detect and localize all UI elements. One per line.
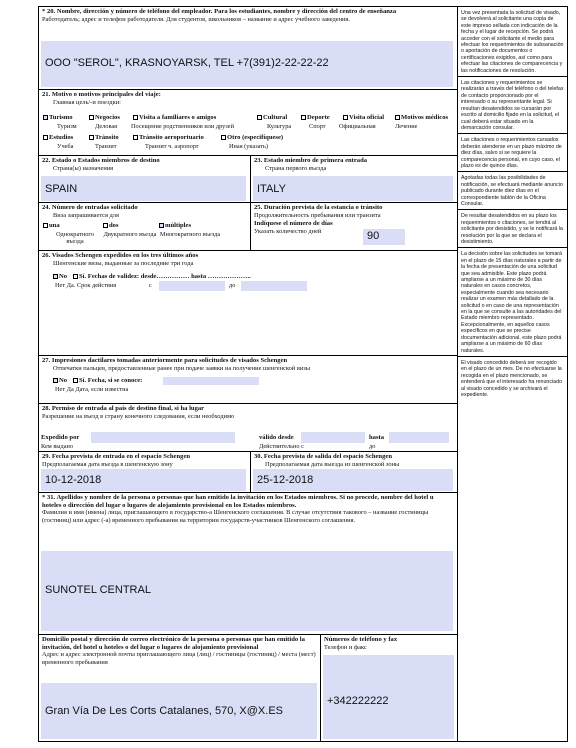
field-25-label-es: 25. Duración prevista de la estancia o tránsito (254, 204, 383, 211)
inviting-person-value: SUNOTEL CENTRAL (45, 584, 151, 596)
info-paragraph: De resultar desatendidos en su plazo los requerimientos o citaciones, se tendrá al solicitante por desistido, y se le notificará la resolución por la que se declara el desistimiento. (458, 210, 567, 248)
purpose-tourism-ru: Туризм (57, 123, 77, 130)
previous-visas-ru: Нет Да. Срок действия (55, 282, 117, 289)
purpose-official-ru: Официальная (339, 123, 376, 130)
fields-24-25 (39, 203, 457, 251)
field-26-previous-visas (39, 251, 457, 356)
purpose-business-ru: Деловая (95, 123, 118, 130)
previous-visas-yes-checkbox[interactable]: Sí. Fechas de validez: desde…………… hasta ……………….. (73, 273, 251, 281)
purpose-sport-checkbox[interactable]: Deporte (301, 114, 330, 122)
field-24-label-es: 24. Número de entradas solicitado (42, 204, 138, 211)
purpose-cultural-ru: Культура (267, 123, 292, 130)
purpose-studies-checkbox[interactable]: Estudios (43, 134, 73, 142)
field-21-label-es: 21. Motivo o motivos principales del viaje: (42, 91, 161, 98)
field-33-phone-fax (320, 635, 457, 741)
purpose-family-ru: Посещение родственников или друзей (131, 123, 234, 130)
field-29-arrival (39, 452, 250, 492)
fields-32-33 (39, 635, 457, 741)
phone-fax-input[interactable] (323, 655, 454, 739)
field-29-label-es: 29. Fecha prevista de entrada en el espacio Schengen (42, 453, 191, 460)
field-26-label-ru: Шенгенские визы, выданные за последние три года (53, 259, 194, 267)
field-30-label-es: 30. Fecha prevista de salida del espacio Schengen (254, 453, 392, 460)
field-20-label-es: * 20. Nombre, dirección y número de teléfono del empleador. Para los estudiantes, nombre y dirección del centro de enseñanza (42, 8, 397, 15)
inviting-person-input[interactable] (41, 551, 453, 631)
field-31-inviting-person (39, 493, 457, 635)
field-22-label-es: 22. Estado o Estados miembros de destino (42, 157, 160, 164)
permit-valid-from-input[interactable] (301, 432, 365, 443)
fields-29-30 (39, 452, 457, 493)
fingerprints-date-input[interactable] (163, 377, 259, 385)
entries-double-ru: Двукратного въезда (103, 231, 157, 238)
field-31-label-es: * 31. Apellidos y nombre de la persona o personas que han emitido la invitación en los Estados miembros. Si no procede, nombre del hotel u hoteles o dirección del lugar o lugares de alojamiento provisional en los Estados miembros. (42, 494, 434, 509)
info-paragraph: El visado concedido deberá ser recogido en el plazo de un mes. De no efectuarse la recogida en el plazo mencionado, se entenderá que el interesado ha renunciado al visado concedido y se archivará el expediente. (461, 359, 563, 398)
permit-valid-to-input[interactable] (389, 432, 449, 443)
purpose-airport-transit-checkbox[interactable]: Tránsito aeroportuario (133, 134, 204, 142)
field-30-label-ru: Предполагаемая дата выезда из шенгенской зоны (265, 460, 400, 468)
field-24-entries (39, 203, 250, 250)
info-paragraph: Las citaciones o requerimientos cursados deberán atenderse en un plazo máximo de diez días, salvo si se requiere la comparecencia personal, en cuyo caso, el plazo es de quince días. (458, 134, 567, 172)
fingerprints-no-checkbox[interactable]: No (53, 377, 67, 385)
field-25-label-ru: Продолжительность пребывания или транзита (254, 211, 381, 219)
field-24-label-ru: Виза запрашивается для (53, 211, 119, 219)
duration-value: 90 (367, 230, 380, 242)
purpose-other-ru: Иная (указать) (229, 143, 269, 150)
departure-date-value: 25-12-2018 (257, 474, 314, 486)
info-paragraph: Una vez presentada la solicitud de visado, se devolverá al solicitante una copia de este impreso sellada con indicación de la fecha y el lugar de recepción. Se podrá acceder con el solicitante el medio para efectuar los requerimientos de subsanación o aportación de documentos o certificaciones exigidos, así como para efectuar las citaciones de comparecencia y las notificaciones de resolución. (458, 7, 567, 77)
info-sidebar (458, 6, 568, 742)
field-31-label-ru: Фамилия и имя (имена) лица, приглашающего в государство-а Шенгенского соглашения. В случае отсутствия такового – название гостиницы (гостиниц) или адрес (-а) временного пребывания на территории государств-участников Шенгенского соглашения. (42, 509, 429, 524)
entries-single-ru: Однократного въезда (56, 231, 94, 246)
field-25-days-label-ru: Указать количество дней (254, 227, 322, 235)
purpose-business-checkbox[interactable]: Negocios (89, 114, 120, 122)
permit-issued-by-input[interactable] (91, 432, 235, 443)
entries-multiple-ru: Многократного въезда (159, 231, 221, 238)
duration-input[interactable] (363, 229, 405, 245)
info-paragraph: Agotadas todas las posibilidades de notificación, se efectuará mediante anuncio publicado durante diez días en el correspondiente tablón de la Oficina Consular. (458, 172, 567, 210)
field-28-entry-permit (39, 404, 457, 452)
permit-valid-to-label: hasta (369, 434, 385, 441)
field-23-first-entry (250, 156, 457, 202)
field-30-departure (250, 452, 457, 492)
first-entry-value: ITALY (257, 183, 286, 195)
permit-issued-by-ru: Кем выдано (41, 443, 74, 450)
entries-multiple-checkbox[interactable]: múltiples (159, 222, 191, 230)
field-23-label-ru: Страна первого въезда (265, 164, 327, 172)
field-28-label-es: 28. Permiso de entrada al país de destino final, si ha lugar (42, 405, 205, 412)
previous-visas-from-input[interactable] (159, 281, 225, 291)
field-22-destination (39, 156, 250, 202)
field-32-label-es: Domicilio postal y dirección de correo electrónico de la persona o personas que han emitido la invitación, del hotel u hoteles o del lugar o lugares de alojamiento provisional (42, 636, 305, 651)
visa-application-form (38, 6, 458, 742)
purpose-medical-checkbox[interactable]: Motivos médicos (395, 114, 448, 122)
field-21-label-ru: Главная цель/-и поездки: (53, 98, 121, 106)
info-paragraph: Las citaciones y requerimientos se realizarán a través del teléfono o del telefax de contacto proporcionado por el interesado o su representante legal. Si resultan desatendidos se cursarán por escrito al domicilio fijado en la solicitud, el cual deberá estar situado en la demarcación consular. (458, 77, 567, 134)
purpose-medical-ru: Лечение (395, 123, 418, 130)
field-20-employer (39, 7, 457, 90)
info-paragraph: La decisión sobre las solicitudes se tomará en el plazo de 15 días naturales a partir de la fecha de presentación de una solicitud que sea admisible. Este plazo podrá ampliarse a un máximo de 30 días naturales en casos concretos, especialmente cuando sea necesario realizar un examen más detallado de la solicitud o en caso de una representación en la que se consulte a las autoridades del Estado miembro representado. Excepcionalmente, en aquellos casos específicos en que se precise documentación adicional, este plazo podrá ampliarse a un máximo de 60 días naturales. (458, 248, 567, 357)
previous-visas-to-input[interactable] (241, 281, 307, 291)
purpose-official-checkbox[interactable]: Visita oficial (343, 114, 384, 122)
fingerprints-yes-checkbox[interactable]: Sí. Fecha, si se conoce: (73, 377, 142, 385)
field-27-fingerprints (39, 356, 457, 404)
fingerprints-ru: Нет Да Дата, если известна (55, 386, 129, 393)
field-28-label-ru: Разрешение на въезд в страну конечного следования, если необходимо (42, 412, 235, 420)
departure-date-input[interactable] (253, 469, 453, 491)
field-33-label-ru: Телефон и факс (324, 643, 367, 651)
previous-visas-from-ru: с (149, 282, 152, 289)
inviting-address-input[interactable] (41, 683, 317, 739)
purpose-tourism-checkbox[interactable]: Turismo (43, 114, 73, 122)
field-22-label-ru: Страна(ы) назначения (53, 164, 114, 172)
field-26-label-es: 26. Visados Schengen expedidos en los tres últimos años (42, 252, 199, 259)
field-20-label-ru: Работодатель; адрес и телефон работодателя. Для студентов, школьников – название и адрес учебного заведения. (42, 15, 350, 23)
phone-fax-value: +342222222 (327, 695, 389, 707)
field-21-purpose (39, 90, 457, 156)
purpose-sport-ru: Спорт (309, 123, 326, 130)
field-25-days-label-es: Indíquese el número de días (254, 220, 333, 228)
fields-22-23 (39, 156, 457, 203)
purpose-airport-transit-ru: Транзит ч. аэропорт (145, 143, 199, 150)
field-23-label-es: 23. Estado miembro de primera entrada (254, 157, 368, 164)
permit-issued-by-label: Expedido por (41, 434, 80, 441)
employer-value: OOO "SEROL", KRASNOYARSK, TEL +7(391)2-22-22-22 (45, 57, 329, 69)
inviting-address-value: Gran Vía De Les Corts Catalanes, 570, X@X.ES (45, 705, 284, 717)
purpose-cultural-checkbox[interactable]: Cultural (257, 114, 287, 122)
purpose-transit-checkbox[interactable]: Tránsito (89, 134, 119, 142)
employer-input[interactable] (41, 41, 453, 87)
field-33-label-es: Números de teléfono y fax (324, 636, 398, 643)
permit-valid-to-ru: до (369, 443, 376, 450)
purpose-transit-ru: Транзит (95, 143, 117, 150)
field-27-label-es: 27. Impresiones dactilares tomadas anteriormente para solicitudes de visados Schengen (42, 357, 288, 364)
entries-double-checkbox[interactable]: dos (103, 222, 119, 230)
purpose-family-checkbox[interactable]: Visita a familiares o amigos (133, 114, 216, 122)
field-25-duration (250, 203, 457, 250)
permit-valid-from-ru: Действительно с (259, 443, 304, 450)
field-27-label-ru: Отпечатки пальцев, предоставленные ранее при подаче заявки на получение шенгенской визы (53, 364, 311, 372)
purpose-other-checkbox[interactable]: Otro (especifíquese) (221, 134, 283, 142)
destination-input[interactable] (41, 176, 246, 201)
field-32-label-ru: Адрес и адрес электронной почты приглашающего лица (лиц) / гостиницы (гостиниц) / места (мест) временного пребывания (42, 651, 316, 666)
entries-single-checkbox[interactable]: una (43, 222, 60, 230)
previous-visas-to-ru: до (229, 282, 236, 289)
previous-visas-no-checkbox[interactable]: No (53, 273, 67, 281)
field-29-label-ru: Предполагаемая дата въезда в шенгенскую зону (42, 460, 173, 468)
field-32-inviting-address (39, 635, 320, 741)
arrival-date-value: 10-12-2018 (45, 474, 102, 486)
purpose-studies-ru: Учеба (57, 143, 74, 150)
first-entry-input[interactable] (253, 176, 453, 201)
destination-value: SPAIN (45, 183, 78, 195)
arrival-date-input[interactable] (41, 469, 246, 491)
permit-valid-from-label: válido desde (259, 434, 294, 441)
